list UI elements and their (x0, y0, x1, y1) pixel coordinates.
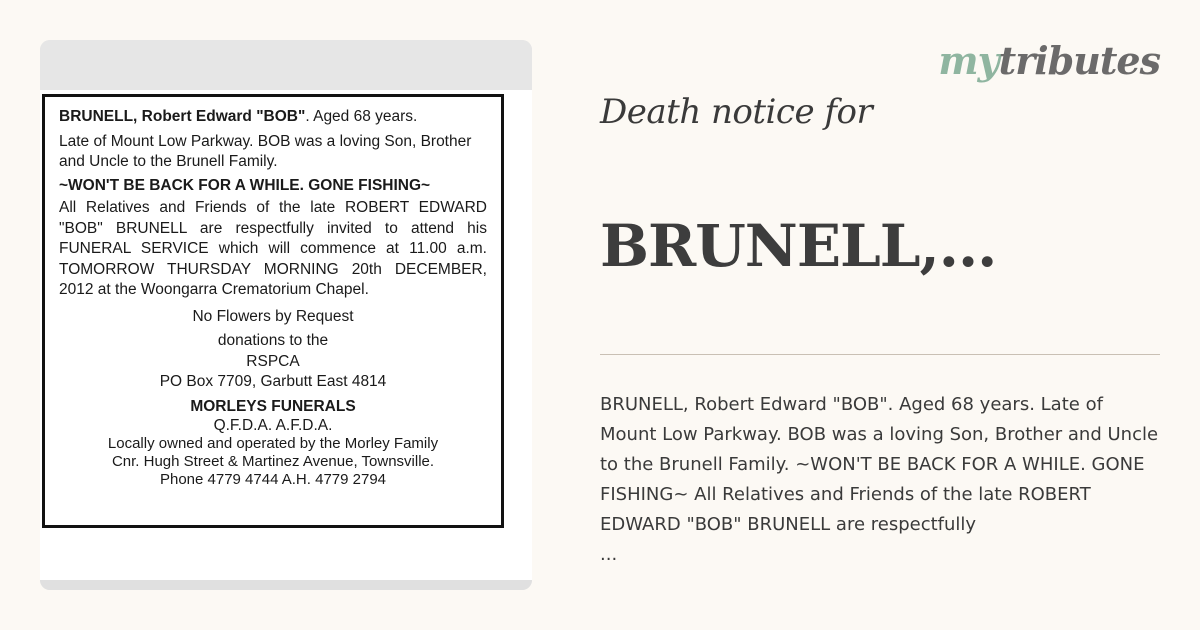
deceased-name: BRUNELL,... (600, 212, 997, 280)
excerpt-ellipsis: ... (600, 544, 618, 565)
funeral-home-phone: Phone 4779 4744 A.H. 4779 2794 (159, 471, 387, 488)
notice-headline: ~WON'T BE BACK FOR A WHILE. GONE FISHING~ (59, 176, 431, 194)
divider (600, 354, 1160, 355)
notice-name-line (59, 107, 487, 128)
funeral-home-address: Cnr. Hugh Street & Martinez Avenue, Townsville. (111, 453, 435, 470)
notice-image-card (40, 40, 532, 590)
excerpt-text: BRUNELL, Robert Edward "BOB". Aged 68 years. Late of Mount Low Parkway. BOB was a loving Son, Brother and Uncle to the Brunell Family. ~WON'T BE BACK FOR A WHILE. GONE FISHING~ All Relatives and Friends of the late ROBERT EDWARD "BOB" BRUNELL are respectfully (600, 394, 1159, 535)
notice-age: . Aged 68 years. (305, 108, 418, 125)
death-notice-box (42, 94, 504, 528)
notice-name: BRUNELL, Robert Edward "BOB" (59, 108, 306, 125)
card-top-margin (40, 40, 532, 90)
funeral-home-owned: Locally owned and operated by the Morley Family (107, 435, 439, 452)
notice-excerpt (600, 390, 1160, 570)
notice-donations: donations to the (217, 332, 329, 349)
notice-charity: RSPCA (246, 352, 300, 370)
logo-tributes: tributes (998, 38, 1160, 83)
funeral-home-name: MORLEYS FUNERALS (190, 397, 356, 415)
mytributes-logo[interactable] (938, 38, 1160, 83)
notice-intro: Late of Mount Low Parkway. BOB was a loving Son, Brother and Uncle to the Brunell Family. (59, 132, 472, 170)
page-subtitle: Death notice for (600, 92, 873, 132)
notice-flowers: No Flowers by Request (192, 307, 354, 325)
notice-charity-address: PO Box 7709, Garbutt East 4814 (159, 373, 387, 390)
funeral-home-accreditation: Q.F.D.A. A.F.D.A. (213, 417, 333, 434)
notice-body: All Relatives and Friends of the late ROBERT EDWARD "BOB" BRUNELL are respectfully invited to attend his FUNERAL SERVICE which will commence at 11.00 a.m. TOMORROW THURSDAY MORNING 20th DECEMBER, 2012 at the Woongarra Crematorium Chapel. (59, 199, 487, 298)
card-bottom-margin (40, 580, 532, 590)
logo-my: my (938, 38, 999, 83)
newspaper-clipping (40, 90, 532, 580)
